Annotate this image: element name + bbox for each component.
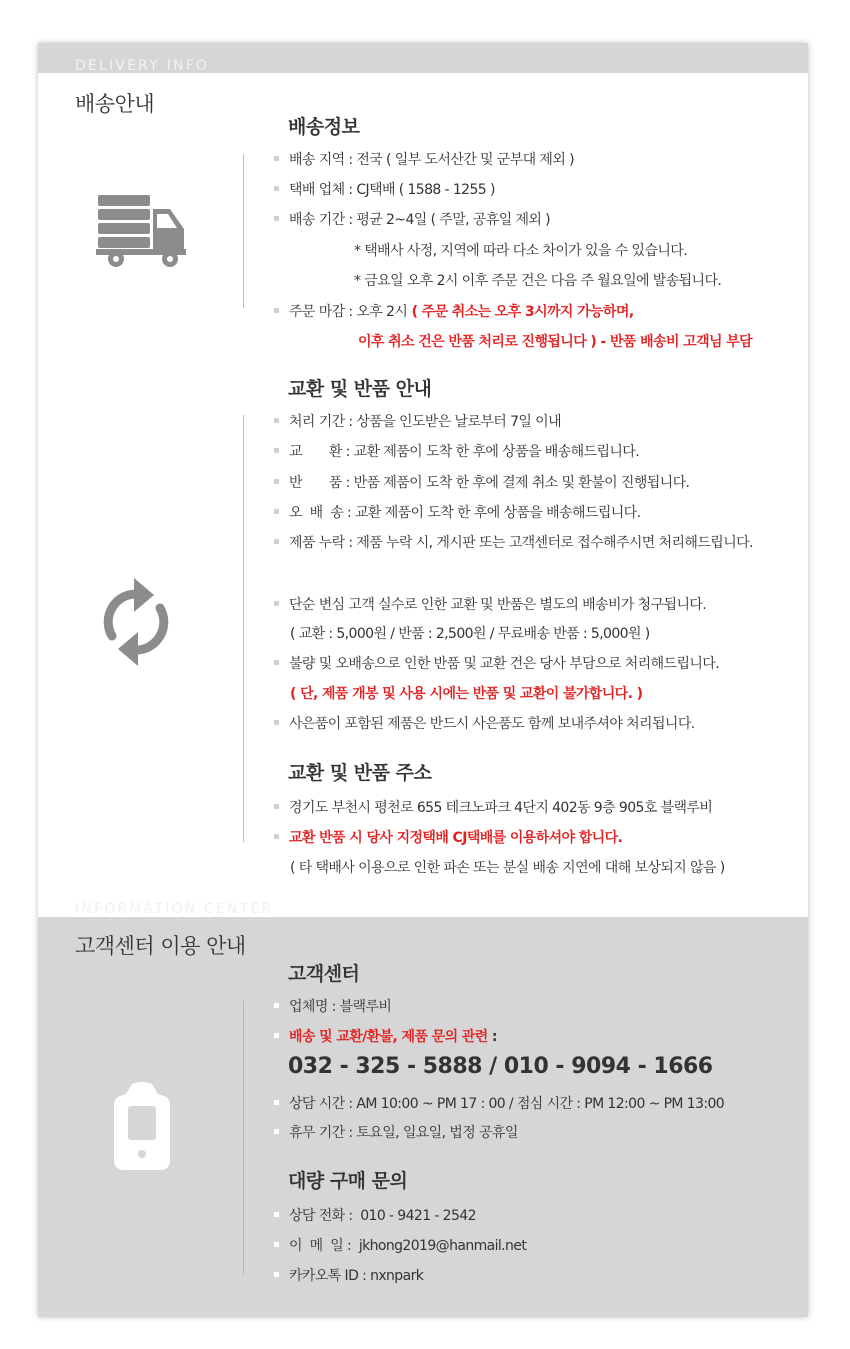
address-heading: 교환 및 반품 주소 bbox=[288, 758, 431, 785]
exchange-change-mind bbox=[274, 594, 706, 614]
return-label: 반 품 bbox=[289, 475, 342, 491]
exchange-missing-text: 제품 누락 : 제품 누락 시, 게시판 또는 고객센터로 접수해주시면 처리해드립니다. bbox=[289, 535, 753, 551]
center-inquiry-colon: : bbox=[487, 1029, 497, 1045]
exchange-misdelivery bbox=[274, 502, 640, 522]
delivery-info-panel bbox=[38, 43, 808, 1317]
divider-line bbox=[243, 1001, 244, 1275]
info-eng-label: INFORMATION CENTER bbox=[75, 901, 274, 917]
bullet bbox=[274, 1272, 279, 1277]
bullet bbox=[274, 720, 279, 725]
exchange-processing bbox=[274, 411, 561, 431]
center-heading: 고객센터 bbox=[288, 959, 359, 986]
exchange-missing bbox=[274, 532, 753, 552]
bullet bbox=[274, 1003, 279, 1008]
shipping-period bbox=[274, 209, 550, 229]
bullet bbox=[274, 539, 279, 544]
shipping-period-text: 배송 기간 : 평균 2~4일 ( 주말, 공휴일 제외 ) bbox=[289, 212, 551, 228]
delivery-eng-label: DELIVERY INFO bbox=[75, 58, 210, 74]
bullet bbox=[274, 1129, 279, 1134]
shipping-cutoff-red: ( 주문 취소는 오후 3시까지 가능하며, bbox=[407, 304, 634, 320]
exchange-defect-text: 불량 및 오배송으로 인한 반품 및 교환 건은 당사 부담으로 처리해드립니다. bbox=[289, 656, 720, 672]
shipping-courier-text: 택배 업체 : CJ택배 ( 1588 - 1255 ) bbox=[289, 182, 495, 198]
shipping-region-text: 배송 지역 : 전국 ( 일부 도서산간 및 군부대 제외 ) bbox=[289, 152, 574, 168]
shipping-cutoff-text: 주문 마감 : 오후 2시 bbox=[289, 304, 408, 320]
shipping-note-2: * 금요일 오후 2시 이후 주문 건은 다음 주 월요일에 발송됩니다. bbox=[354, 273, 722, 289]
bullet bbox=[274, 448, 279, 453]
exchange-exchange bbox=[274, 441, 639, 461]
bullet bbox=[274, 216, 279, 221]
center-hours bbox=[274, 1093, 724, 1113]
exchange-change-mind-text: 단순 변심 고객 실수로 인한 교환 및 반품은 별도의 배송비가 청구됩니다. bbox=[289, 597, 707, 613]
bullet bbox=[274, 308, 279, 313]
exchange-defect bbox=[274, 653, 719, 673]
center-hours-text: 상담 시간 : AM 10:00 ~ PM 17 : 00 / 점심 시간 : PM 12:00 ~ PM 13:00 bbox=[289, 1096, 725, 1112]
bullet bbox=[274, 186, 279, 191]
exchange-label: 교 환 bbox=[289, 444, 342, 460]
bullet bbox=[274, 834, 279, 839]
bullet bbox=[274, 509, 279, 514]
shipping-cutoff bbox=[274, 301, 634, 321]
shipping-heading: 배송정보 bbox=[288, 112, 359, 139]
bulk-email-text: 이 메 일 : jkhong2019@hanmail.net bbox=[289, 1238, 527, 1254]
misdelivery-label: 오 배 송 bbox=[289, 505, 344, 521]
center-holidays-text: 휴무 기간 : 토요일, 일요일, 법정 공휴일 bbox=[289, 1125, 518, 1141]
exchange-gift-text: 사은품이 포함된 제품은 반드시 사은품도 함께 보내주셔야 처리됩니다. bbox=[289, 716, 695, 732]
bullet bbox=[274, 804, 279, 809]
center-holidays bbox=[274, 1122, 518, 1142]
mobile-phone-icon bbox=[114, 1080, 170, 1170]
exchange-gift bbox=[274, 713, 695, 733]
shipping-courier bbox=[274, 179, 495, 199]
bullet bbox=[274, 601, 279, 606]
center-phone: 032 - 325 - 5888 / 010 - 9094 - 1666 bbox=[288, 1054, 713, 1079]
center-inquiry bbox=[274, 1026, 497, 1046]
address-cj-red: 교환 반품 시 당사 지정택배 CJ택배를 이용하셔야 합니다. bbox=[289, 830, 623, 846]
bulk-kakao-text: 카카오톡 ID : nxnpark bbox=[289, 1268, 424, 1284]
delivery-title: 배송안내 bbox=[75, 92, 155, 116]
address-text: 경기도 부천시 평천로 655 테크노파크 4단지 402동 9층 905호 블랙루비 bbox=[289, 800, 713, 816]
bulk-email bbox=[274, 1235, 526, 1255]
bullet bbox=[274, 660, 279, 665]
bullet bbox=[274, 479, 279, 484]
truck-icon bbox=[96, 195, 188, 269]
exchange-processing-text: 처리 기간 : 상품을 인도받은 날로부터 7일 이내 bbox=[289, 414, 562, 430]
divider-line bbox=[243, 415, 244, 842]
divider-line bbox=[243, 154, 244, 308]
address-cj bbox=[274, 827, 622, 847]
misdelivery-text: : 교환 제품이 도착 한 후에 상품을 배송해드립니다. bbox=[343, 505, 641, 521]
bullet bbox=[274, 1100, 279, 1105]
bullet bbox=[274, 1033, 279, 1038]
exchange-defect-red: ( 단, 제품 개봉 및 사용 시에는 반품 및 교환이 불가합니다. ) bbox=[290, 686, 643, 702]
bulk-tel bbox=[274, 1205, 476, 1225]
center-company-text: 업체명 : 블랙루비 bbox=[289, 999, 392, 1015]
shipping-region bbox=[274, 149, 574, 169]
shipping-note-1: * 택배사 사정, 지역에 따라 다소 차이가 있을 수 있습니다. bbox=[354, 243, 688, 259]
address-cj-note: ( 타 택배사 이용으로 인한 파손 또는 분실 배송 지연에 대해 보상되지 않음 ) bbox=[290, 860, 725, 876]
bullet bbox=[274, 1212, 279, 1217]
info-title: 고객센터 이용 안내 bbox=[75, 934, 246, 958]
refresh-icon bbox=[98, 576, 174, 668]
return-text: : 반품 제품이 도착 한 후에 결제 취소 및 환불이 진행됩니다. bbox=[341, 475, 690, 491]
center-inquiry-red: 배송 및 교환/환불, 제품 문의 관련 bbox=[289, 1029, 488, 1045]
bulk-tel-text: 상담 전화 : 010 - 9421 - 2542 bbox=[289, 1208, 476, 1224]
bullet bbox=[274, 156, 279, 161]
exchange-text: : 교환 제품이 도착 한 후에 상품을 배송해드립니다. bbox=[341, 444, 640, 460]
center-company bbox=[274, 996, 391, 1016]
exchange-heading: 교환 및 반품 안내 bbox=[288, 374, 431, 401]
bulk-heading: 대량 구매 문의 bbox=[288, 1166, 407, 1193]
bulk-kakao bbox=[274, 1265, 423, 1285]
exchange-fees: ( 교환 : 5,000원 / 반품 : 2,500원 / 무료배송 반품 : 5,000원 ) bbox=[290, 626, 650, 642]
address-line bbox=[274, 797, 712, 817]
bullet bbox=[274, 418, 279, 423]
shipping-cutoff-red-2: 이후 취소 건은 반품 처리로 진행됩니다 ) - 반품 배송비 고객님 부담 bbox=[358, 334, 753, 350]
bullet bbox=[274, 1242, 279, 1247]
exchange-return bbox=[274, 472, 689, 492]
